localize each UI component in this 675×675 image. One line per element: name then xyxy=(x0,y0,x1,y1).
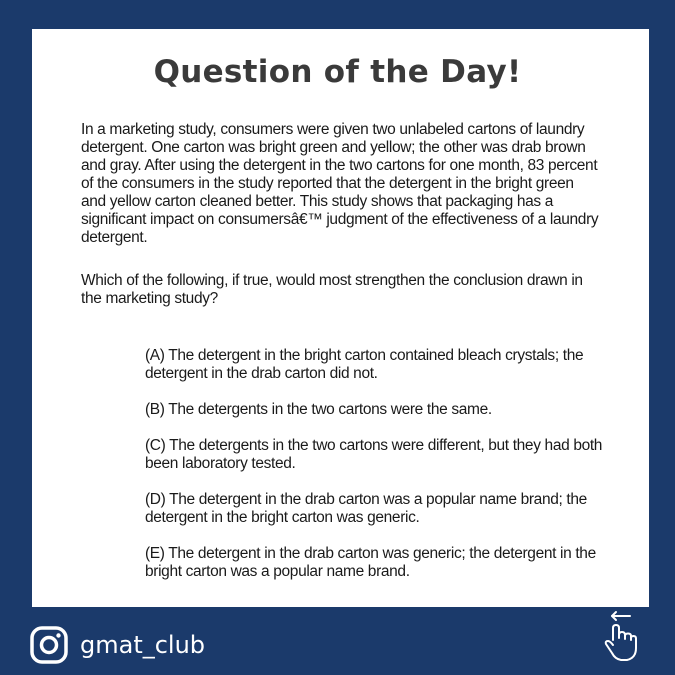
question-stem: Which of the following, if true, would most strengthen the conclusion drawn in the marketing study? xyxy=(81,272,583,307)
instagram-icon[interactable] xyxy=(30,626,68,664)
social-handle[interactable]: gmat_club xyxy=(80,631,206,659)
question-stimulus: In a marketing study, consumers were given two unlabeled cartons of laundry detergent. One carton was bright green and yellow; the other was drab brown and gray. After using the detergent in the two cartons for one month, 83 percent of the consumers in the study reported that the detergent in the bright green and yellow carton cleaned better. This study shows that packaging has a significant impact on consumersâ€™ judgment of the effectiveness of a laundry detergent. xyxy=(81,121,599,246)
footer xyxy=(30,626,205,664)
answer-choice-d[interactable]: (D) The detergent in the drab carton was a popular name brand; the detergent in the bright carton was generic. xyxy=(145,491,587,526)
answer-choice-a[interactable]: (A) The detergent in the bright carton contained bleach crystals; the detergent in the drab carton did not. xyxy=(145,347,584,382)
answer-choice-c[interactable]: (C) The detergents in the two cartons were different, but they had both been laboratory tested. xyxy=(145,437,603,472)
answer-choice-b[interactable]: (B) The detergents in the two cartons were the same. xyxy=(145,401,492,418)
page-title: Question of the Day! xyxy=(153,54,522,90)
swipe-hand-icon xyxy=(597,608,645,664)
answer-choices xyxy=(145,347,620,599)
answer-choice-e[interactable]: (E) The detergent in the drab carton was generic; the detergent in the bright carton was a popular name brand. xyxy=(145,545,596,580)
